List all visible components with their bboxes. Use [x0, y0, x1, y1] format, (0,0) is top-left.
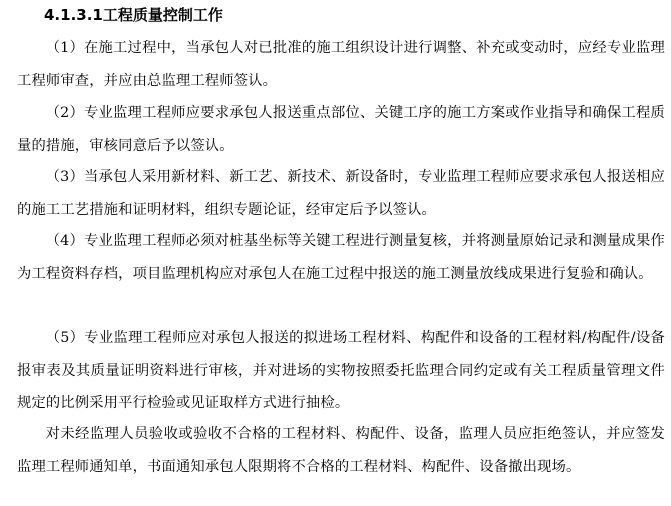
section-title: 工程质量控制工作	[102, 6, 223, 24]
paragraph-5: （5）专业监理工程师应对承包人报送的拟进场工程材料、构配件和设备的工程材料/构配件/设备报审表及其质量证明资料进行审核，并对进场的实物按照委托监理合同约定或有关工程质量管理文件规定的比例采用平行检验或见证取样方式进行抽检。	[17, 330, 665, 412]
paragraph-4: （4）专业监理工程师必须对桩基坐标等关键工程进行测量复核，并将测量原始记录和测量成果作为工程资料存档，项目监理机构应对承包人在施工过程中报送的施工测量放线成果进行复验和确认。	[17, 233, 665, 282]
paragraph-1: （1）在施工过程中，当承包人对已批准的施工组织设计进行调整、补充或变动时，应经专业监理工程师审查，并应由总监理工程师签认。	[17, 40, 665, 89]
paragraph-6: 对未经监理人员验收或验收不合格的工程材料、构配件、设备，监理人员应拒绝签认，并应签发监理工程师通知单，书面通知承包人限期将不合格的工程材料、构配件、设备撤出现场。	[17, 426, 665, 475]
section-number: 4.1.3.1	[44, 6, 103, 24]
paragraph-3: （3）当承包人采用新材料、新工艺、新技术、新设备时，专业监理工程师应要求承包人报送相应的施工工艺措施和证明材料，组织专题论证，经审定后予以签认。	[17, 169, 665, 218]
paragraph-2: （2）专业监理工程师应要求承包人报送重点部位、关键工序的施工方案或作业指导和确保工程质量的措施，审核同意后予以签认。	[17, 105, 665, 154]
section-heading	[44, 4, 223, 26]
